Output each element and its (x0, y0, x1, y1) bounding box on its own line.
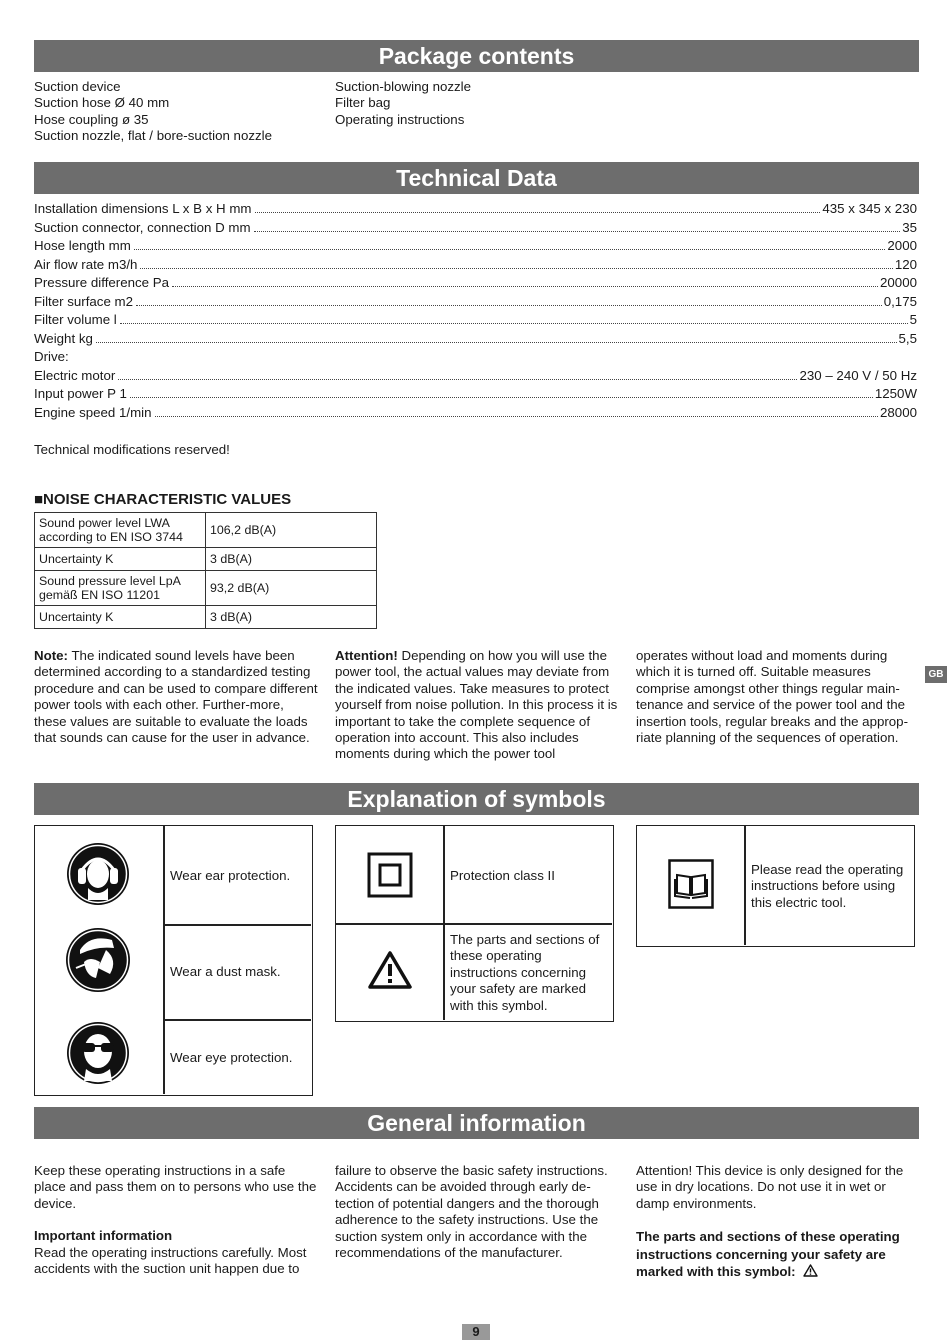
eye-protection-icon (66, 1021, 130, 1085)
leader-dots (118, 378, 797, 380)
noise-note-col2 (335, 648, 621, 763)
general-col1 (34, 1163, 320, 1277)
tech-value: 20000 (880, 275, 917, 290)
package-list-right (335, 79, 635, 128)
read-manual-icon (668, 859, 714, 909)
tech-label: Pressure difference Pa (34, 275, 170, 290)
warning-triangle-icon (367, 950, 413, 990)
eye-protection-label: Wear eye protection. (170, 1050, 293, 1065)
tech-row (34, 256, 917, 274)
tech-label: Input power P 1 (34, 386, 127, 401)
leader-dots (130, 396, 873, 398)
tech-row (34, 293, 917, 311)
tech-value: 120 (894, 256, 917, 272)
tech-label: Engine speed 1/min (34, 404, 152, 420)
tech-row (34, 200, 917, 218)
leader-dots (134, 248, 886, 250)
symbols-heading: Explanation of symbols (34, 783, 919, 815)
note-label: Note: (34, 648, 68, 663)
keep-instructions-text: Keep these operating instructions in a safe place and pass them on to persons who use the device. (34, 1163, 317, 1211)
noise-value: 3 dB(A) (206, 606, 377, 629)
tech-row (34, 219, 917, 237)
ear-protection-icon (66, 842, 130, 906)
package-item: Suction device (34, 79, 121, 94)
package-item: Suction-blowing nozzle (335, 79, 472, 94)
ear-protection-label: Wear ear protection. (170, 868, 291, 883)
protection-class-ii-icon (367, 852, 413, 898)
leader-dots (140, 267, 892, 269)
tech-value: 35 (902, 219, 917, 235)
tech-row (34, 385, 917, 403)
page-number: 9 (462, 1324, 490, 1340)
tech-row (34, 274, 917, 292)
noise-key: Uncertainty K (35, 548, 206, 571)
tech-row (34, 311, 917, 329)
dust-mask-icon (66, 926, 130, 994)
attention-text: Depending on how you will use the power tool, the actual values may deviate from the indicated values. Take measures to protect yourself from noise pollution. In this process it is important to take the complete sequence of operation into account. This also includes moments during which the power tool (335, 648, 618, 762)
tech-label: Filter volume l (34, 312, 117, 327)
note-text: The indicated sound levels have been determined according to a standardized testing procedure and can be used to compare different power tools with each other. Further-more, these values are suitable to evaluate the loads that sounds can cause for the user in advance. (34, 648, 318, 746)
noise-note-col3: operates without load and moments during which it is turned off. Suitable measures comprise amongst other things regular main-tenance and service of the power tool and the insertion tools, regular breaks and the approp-riate planning of the sequences of operation. (636, 648, 909, 746)
language-tab: GB (925, 666, 947, 683)
tech-row (34, 330, 917, 348)
noise-note-col1 (34, 648, 320, 746)
package-item: Suction hose Ø 40 mm (34, 95, 170, 111)
dust-mask-label: Wear a dust mask. (170, 964, 281, 979)
tech-label: Filter surface m2 (34, 293, 134, 309)
table-row (35, 548, 377, 571)
package-contents-heading: Package contents (34, 40, 919, 72)
leader-dots (172, 285, 878, 287)
tech-label: Suction connector, connection D mm (34, 219, 251, 235)
tech-value: 0,175 (883, 293, 917, 309)
package-item: Suction nozzle, flat / bore-suction nozzle (34, 128, 272, 144)
noise-table (34, 512, 377, 629)
attention-label: Attention! (335, 648, 398, 663)
tech-label: Drive: (34, 349, 69, 364)
table-row (35, 571, 377, 606)
read-manual-symbol-box (636, 825, 915, 947)
tech-value: 1250W (874, 386, 917, 401)
noise-key: Sound power level LWA according to EN ISO 3744 (35, 513, 206, 548)
general-col3 (636, 1163, 920, 1281)
tech-row (34, 348, 917, 366)
noise-key: Sound pressure level LpA gemäß EN ISO 11201 (35, 571, 206, 606)
tech-label: Hose length mm (34, 238, 131, 253)
warning-triangle-icon (803, 1264, 818, 1277)
tech-value: 5 (909, 312, 917, 327)
package-item: Hose coupling ø 35 (34, 111, 149, 127)
important-information-text: Read the operating instructions carefully. Most accidents with the suction unit happen due to (34, 1244, 307, 1277)
tech-label: Electric motor (34, 367, 116, 383)
protection-class-label: Protection class II (450, 868, 555, 883)
leader-dots (155, 415, 878, 417)
leader-dots (96, 341, 897, 343)
noise-heading: ■NOISE CHARACTERISTIC VALUES (34, 491, 292, 508)
warning-symbol-label: The parts and sections of these operating instructions concerning your safety are marked with this symbol. (450, 932, 600, 1013)
tech-label: Weight kg (34, 330, 93, 346)
package-item: Operating instructions (335, 111, 465, 127)
read-manual-label: Please read the operating instructions before using this electric tool. (751, 862, 904, 910)
class-warning-symbols-box (335, 825, 614, 1022)
noise-value: 93,2 dB(A) (206, 571, 377, 606)
tech-row (34, 237, 917, 255)
tech-value: 230 – 240 V / 50 Hz (799, 367, 917, 383)
general-col2: failure to observe the basic safety instructions. Accidents can be avoided through early de-tection of potential dangers and the thorough adherence to the safety instructions. Use the suction system only in accordance with the recommendations of the manufacturer. (335, 1163, 608, 1261)
table-row (35, 513, 377, 548)
safety-symbol-note (636, 1228, 920, 1281)
leader-dots (120, 322, 908, 324)
tech-value: 5,5 (898, 330, 917, 346)
leader-dots (254, 230, 901, 232)
package-item: Filter bag (335, 95, 391, 111)
leader-dots (136, 304, 882, 306)
tech-value: 435 x 345 x 230 (822, 201, 917, 216)
dry-locations-text: Attention! This device is only designed for the use in dry locations. Do not use it in wet or damp environments. (636, 1163, 904, 1211)
safety-symbol-note-text: The parts and sections of these operating instructions concerning your safety are marked with this symbol: (636, 1229, 900, 1280)
important-information-heading: Important information (34, 1228, 173, 1244)
tech-label: Air flow rate m3/h (34, 256, 138, 272)
noise-value: 106,2 dB(A) (206, 513, 377, 548)
general-information-heading: General information (34, 1107, 919, 1139)
table-row (35, 606, 377, 629)
tech-label: Installation dimensions L x B x H mm (34, 201, 252, 216)
tech-row (34, 367, 917, 385)
tech-row (34, 404, 917, 422)
ppe-symbols-box (34, 825, 313, 1096)
noise-value: 3 dB(A) (206, 548, 377, 571)
package-list-left (34, 79, 334, 145)
technical-data-heading: Technical Data (34, 162, 919, 194)
tech-value: 2000 (887, 238, 917, 253)
tech-value: 28000 (880, 404, 917, 420)
noise-key: Uncertainty K (35, 606, 206, 629)
leader-dots (255, 211, 821, 213)
technical-modifications-note: Technical modifications reserved! (34, 442, 230, 457)
